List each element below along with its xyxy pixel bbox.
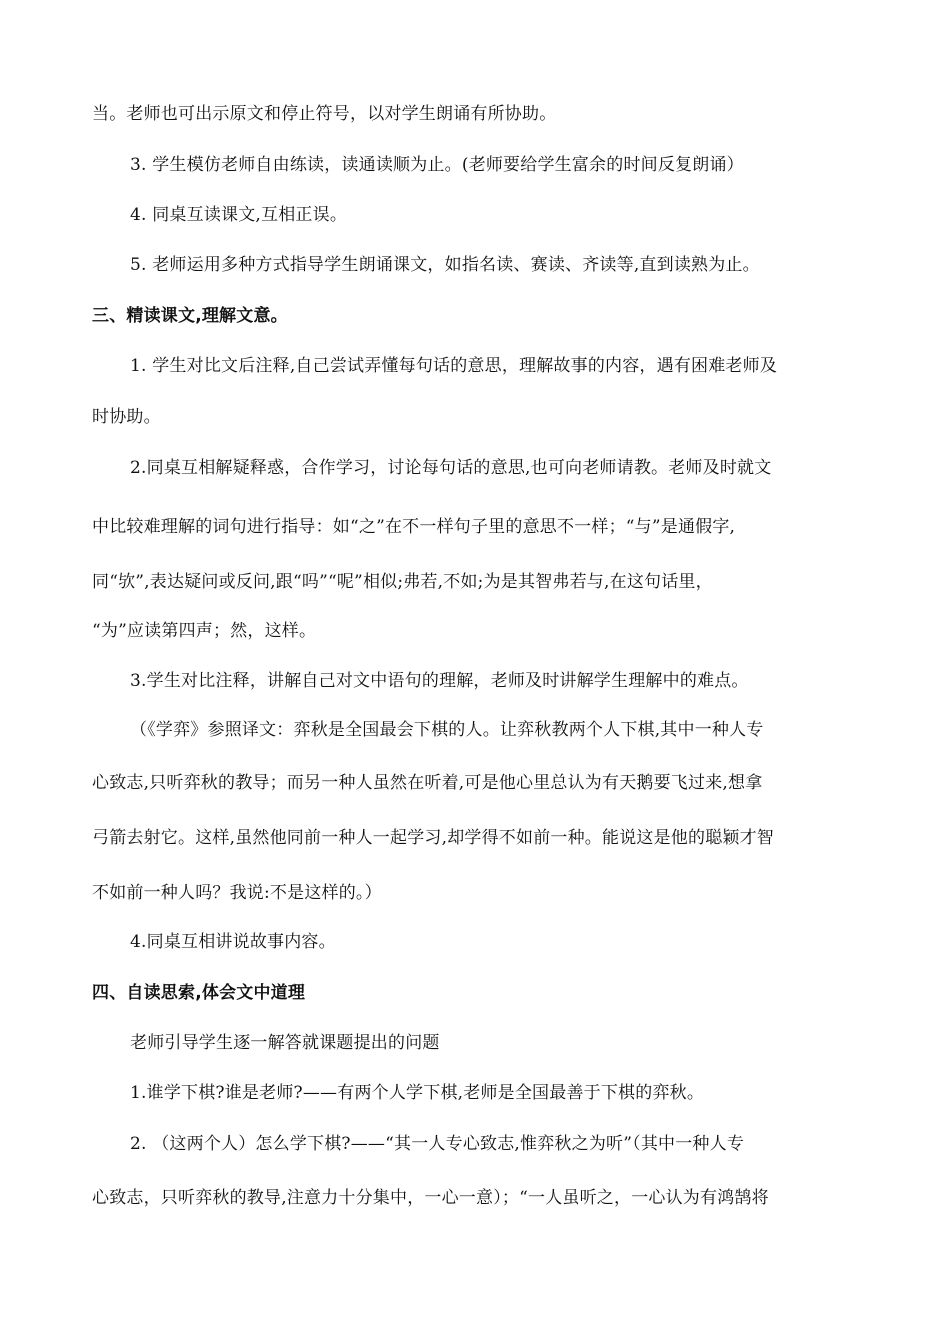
paragraph-line: 心致志,只听弈秋的教导；而另一种人虽然在听着,可是他心里总认为有天鹅要飞过来,想拿 (92, 773, 763, 793)
paragraph-line: 3.学生对比注释，讲解自己对文中语句的理解，老师及时讲解学生理解中的难点。 (130, 671, 749, 691)
paragraph-line: 当。老师也可出示原文和停止符号，以对学生朗诵有所协助。 (92, 104, 557, 124)
paragraph-line: 1. 学生对比文后注释,自己尝试弄懂每句话的意思，理解故事的内容，遇有困难老师及 (130, 356, 778, 376)
paragraph-line: 5. 老师运用多种方式指导学生朗诵课文，如指名读、赛读、齐读等,直到读熟为止。 (130, 255, 760, 275)
paragraph-line: （《学弈》参照译文：弈秋是全国最会下棋的人。让弈秋教两个人下棋,其中一种人专 (130, 720, 764, 740)
paragraph-line: 心致志，只听弈秋的教导,注意力十分集中，一心一意）；“一人虽听之，一心认为有鸿鹄将 (92, 1188, 769, 1208)
paragraph-line: 3. 学生模仿老师自由练读，读通读顺为止。(老师要给学生富余的时间反复朗诵） (130, 155, 744, 175)
paragraph-line: 4.同桌互相讲说故事内容。 (130, 932, 336, 952)
paragraph-line: 中比较难理解的词句进行指导：如“之”在不一样句子里的意思不一样；“与”是通假字, (92, 517, 736, 537)
section-heading: 三、精读课文,理解文意。 (92, 306, 288, 326)
paragraph-line: 不如前一种人吗？我说:不是这样的。） (92, 883, 382, 903)
paragraph-line: “为”应读第四声；然，这样。 (92, 621, 317, 641)
section-heading: 四、自读思索,体会文中道理 (92, 983, 306, 1003)
paragraph-line: 时协助。 (92, 407, 161, 427)
paragraph-line: 同“欤”,表达疑问或反问,跟“吗”“呢”相似;弗若,不如;为是其智弗若与,在这句话里， (92, 572, 713, 592)
paragraph-line: 老师引导学生逐一解答就课题提出的问题 (130, 1033, 440, 1053)
paragraph-line: 2. （这两个人）怎么学下棋?——“其一人专心致志,惟弈秋之为听”（其中一种人专 (130, 1134, 745, 1154)
paragraph-line: 2.同桌互相解疑释惑，合作学习，讨论每句话的意思,也可向老师请教。老师及时就文 (130, 458, 772, 478)
paragraph-line: 4. 同桌互读课文,互相正误。 (130, 205, 348, 225)
paragraph-line: 弓箭去射它。这样,虽然他同前一种人一起学习,却学得不如前一种。能说这是他的聪颖才智 (92, 828, 775, 848)
paragraph-line: 1.谁学下棋?谁是老师?——有两个人学下棋,老师是全国最善于下棋的弈秋。 (130, 1083, 705, 1103)
